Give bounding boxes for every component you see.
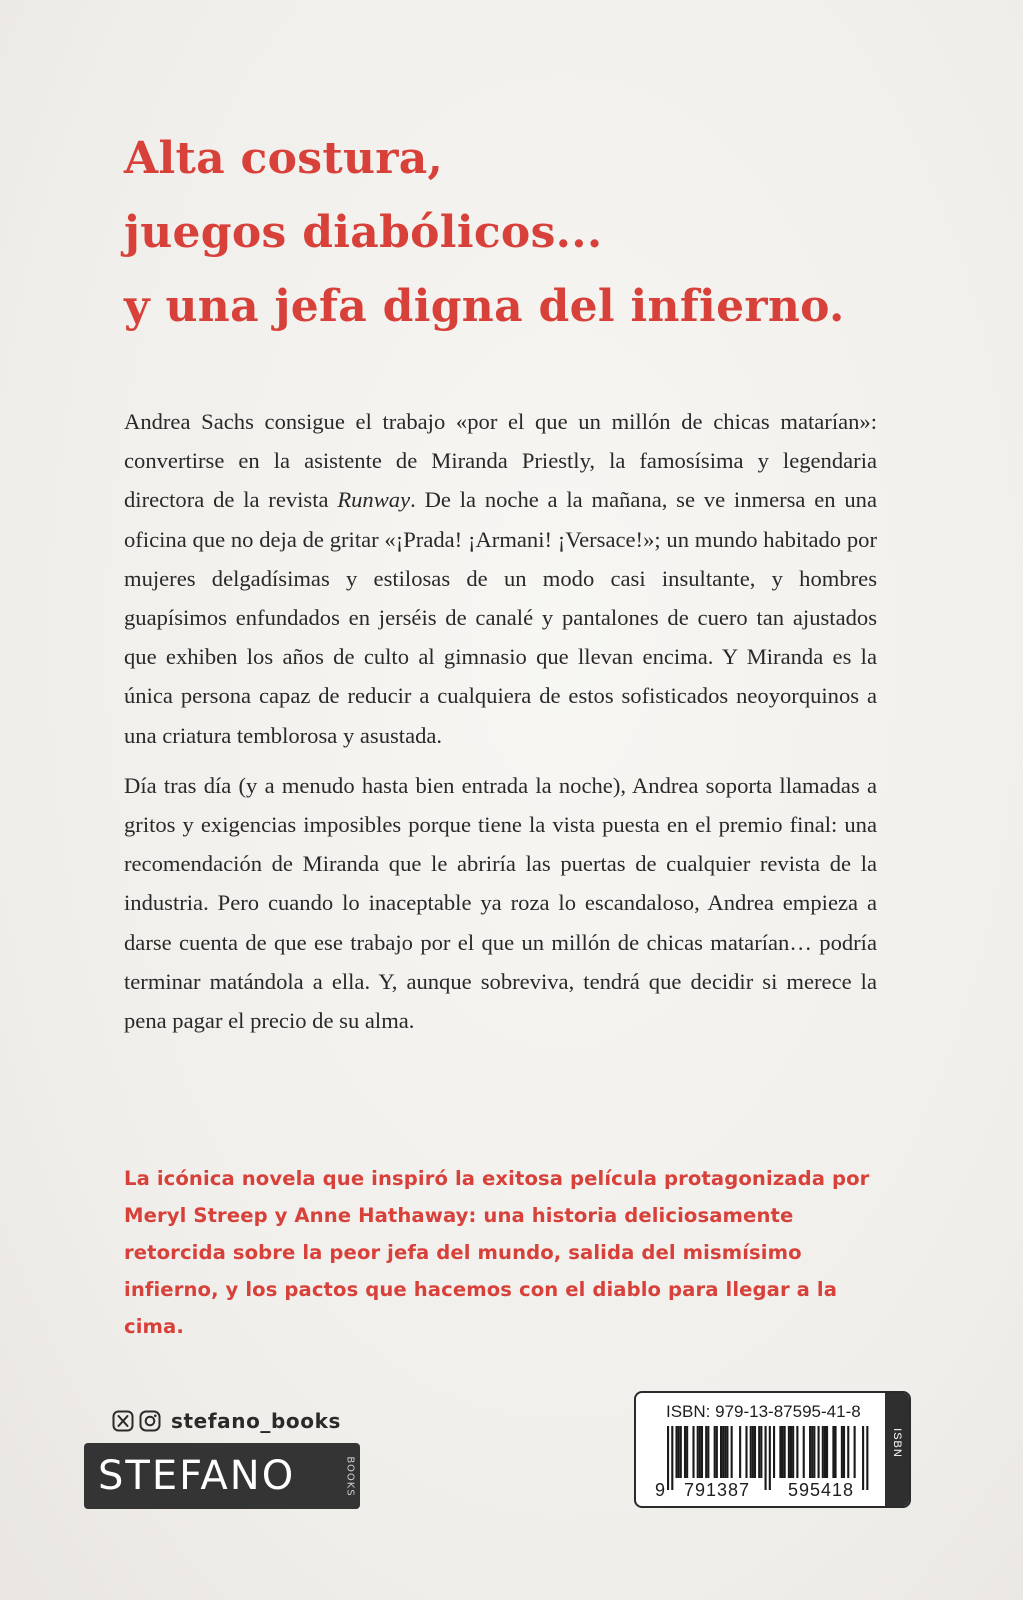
- isbn-label: ISBN: 979-13-87595-41-8: [666, 1402, 861, 1421]
- headline-line-1: Alta costura,: [124, 133, 444, 184]
- barcode-bar: [724, 1426, 726, 1478]
- barcode-bar: [726, 1426, 728, 1478]
- barcode-bar: [824, 1426, 826, 1478]
- barcode-bar: [686, 1426, 688, 1478]
- barcode-digits-right: 595418: [788, 1480, 855, 1500]
- x-icon: [112, 1410, 134, 1432]
- synopsis-p1-start: Andrea Sachs consigue el trabajo «por el que un millón de chicas matarían»: convertirse en la asistente de Miranda Priestly, la famosísima y legendaria directora de la revista: [124, 409, 877, 513]
- barcode-bar: [866, 1426, 868, 1490]
- barcode-bar: [697, 1426, 699, 1478]
- barcode-digit-first: 9: [655, 1480, 667, 1500]
- barcode-bar: [790, 1426, 792, 1478]
- barcode-bar: [680, 1426, 682, 1478]
- publisher-logo: [84, 1443, 360, 1509]
- instagram-icon: [139, 1410, 161, 1432]
- synopsis: [124, 402, 877, 1040]
- social-handle-row: [112, 1407, 341, 1435]
- barcode-bar: [862, 1426, 864, 1490]
- barcode-bar: [792, 1426, 794, 1478]
- barcode-bar: [826, 1426, 828, 1478]
- publisher-logo-text: STEFANO: [98, 1453, 296, 1499]
- barcode-bar: [843, 1426, 845, 1478]
- synopsis-p1-end: . De la noche a la mañana, se ve inmersa en una oficina que no deja de gritar «¡Prada! ¡Armani! ¡Versace!»; un mundo habitado por mujeres delgadísimas y estilosas de un modo casi insultante, y hombres guapísimos enfundados en jerséis de canalé y pantalones de cuero tan ajustados que exhiben los años de culto al gimnasio que llevan encima. Y Miranda es la única persona capaz de reducir a cualquiera de estos sofisticados neoyorquinos a una criatura temblorosa y asustada.: [124, 487, 877, 748]
- barcode-bar: [752, 1426, 754, 1478]
- barcode-bar: [769, 1426, 771, 1490]
- barcode-bar: [701, 1426, 703, 1478]
- barcode-bar: [788, 1426, 790, 1478]
- barcode-bar: [813, 1426, 815, 1478]
- magazine-title: Runway: [337, 487, 411, 513]
- barcode-bar: [779, 1426, 781, 1478]
- barcode-bar: [760, 1426, 762, 1478]
- publisher-logo-tag: BOOKS: [344, 1455, 356, 1497]
- barcode-bar: [699, 1426, 701, 1478]
- barcode-bar: [818, 1426, 820, 1478]
- barcode-bar: [722, 1426, 724, 1478]
- barcode-bar: [750, 1426, 752, 1478]
- barcode-bar: [714, 1426, 716, 1478]
- headline-line-3: y una jefa digna del infierno.: [124, 281, 845, 332]
- barcode-bar: [784, 1426, 786, 1478]
- barcode-bar: [745, 1426, 747, 1478]
- barcode-bar: [684, 1426, 686, 1478]
- barcode-bar: [811, 1426, 813, 1478]
- headline-line-2: juegos diabólicos...: [124, 207, 603, 258]
- barcode-bar: [716, 1426, 718, 1478]
- barcode-bar: [739, 1426, 741, 1478]
- barcode-bar: [841, 1426, 843, 1478]
- barcode-bar: [720, 1426, 722, 1478]
- barcode-bar: [692, 1426, 694, 1478]
- social-handle: stefano_books: [171, 1409, 342, 1433]
- barcode-bar: [809, 1426, 811, 1478]
- synopsis-paragraph-2: Día tras día (y a menudo hasta bien entrada la noche), Andrea soporta llamadas a gritos y exigencias imposibles porque tiene la vista puesta en el premio final: una recomendación de Miranda que le abriría las puertas de cualquier revista de la industria. Pero cuando lo inaceptable ya roza lo escandaloso, Andrea empieza a darse cuenta de que ese trabajo por el que un millón de chicas matarían… podría terminar matándola a ella. Y, aunque sobreviva, tendrá que decidir si merece la pena pagar el precio de su alma.: [124, 772, 877, 1034]
- barcode-bar: [822, 1426, 824, 1478]
- barcode-bar: [758, 1426, 760, 1478]
- barcode-bar: [754, 1426, 756, 1478]
- barcode-bar: [678, 1426, 680, 1478]
- isbn-side-tab: ISBN: [885, 1393, 909, 1506]
- barcode-bar: [832, 1426, 834, 1478]
- barcode-bar: [667, 1426, 669, 1490]
- barcode-bar: [731, 1426, 733, 1478]
- barcode-bar: [707, 1426, 709, 1478]
- barcode-bar: [796, 1426, 798, 1478]
- barcode-bar: [675, 1426, 677, 1478]
- barcode-bar: [834, 1426, 836, 1478]
- barcode-bar: [773, 1426, 775, 1478]
- barcode-bar: [847, 1426, 849, 1478]
- barcode-bar: [765, 1426, 767, 1490]
- barcode-box: [634, 1391, 911, 1508]
- promo-blurb: La icónica novela que inspiró la exitosa película protagonizada por Meryl Streep y Anne Hathaway: una historia deliciosamente retorcida sobre la peor jefa del mundo, salida del mismísimo infierno, y los pactos que hacemos con el diablo para llegar a la cima.: [124, 1167, 870, 1338]
- barcode-bar: [803, 1426, 805, 1478]
- synopsis-paragraph-1: [124, 402, 877, 755]
- barcode-bar: [705, 1426, 707, 1478]
- barcode-bar: [781, 1426, 783, 1478]
- headline: [124, 122, 984, 344]
- barcode-bar: [854, 1426, 856, 1478]
- barcode-bar: [671, 1426, 673, 1490]
- barcode-digits-left: 791387: [684, 1480, 751, 1500]
